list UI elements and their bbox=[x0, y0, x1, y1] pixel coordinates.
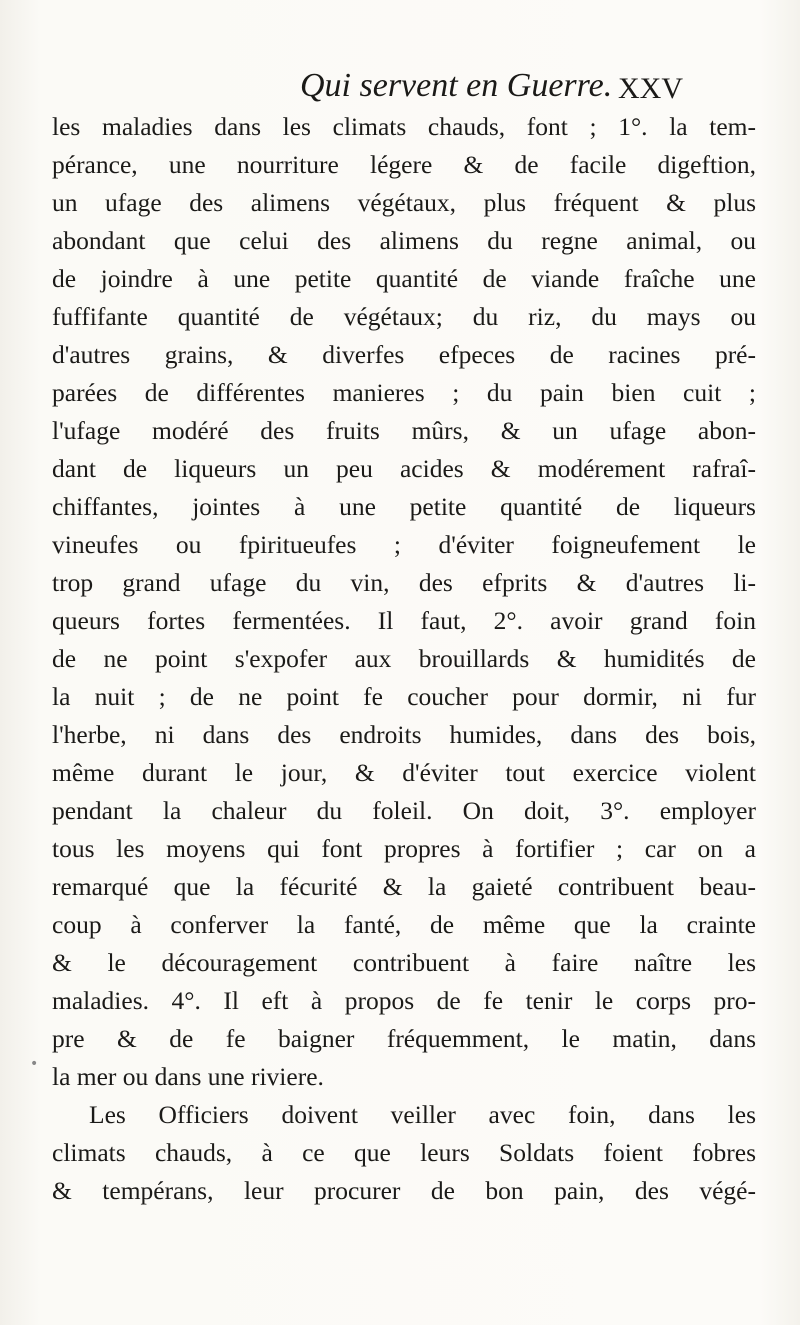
page-number: XXV bbox=[618, 72, 683, 105]
text-line: pérance, une nourriture légere & de facile digeftion, bbox=[52, 150, 756, 179]
text-line: de joindre à une petite quantité de viande fraîche une bbox=[52, 264, 756, 293]
text-line: chiffantes, jointes à une petite quantité de liqueurs bbox=[52, 492, 756, 521]
text-line: pendant la chaleur du foleil. On doit, 3°. employer bbox=[52, 796, 756, 825]
text-line: trop grand ufage du vin, des efprits & d'autres li- bbox=[52, 568, 756, 597]
page-header bbox=[300, 46, 720, 106]
text-line: climats chauds, à ce que leurs Soldats foient fobres bbox=[52, 1138, 756, 1167]
text-line: & tempérans, leur procurer de bon pain, des végé- bbox=[52, 1176, 756, 1205]
text-line: les maladies dans les climats chauds, font ; 1°. la tem- bbox=[52, 112, 756, 141]
text-line: un ufage des alimens végétaux, plus fréquent & plus bbox=[52, 188, 756, 217]
text-line: tous les moyens qui font propres à fortifier ; car on a bbox=[52, 834, 756, 863]
text-line: l'ufage modéré des fruits mûrs, & un ufage abon- bbox=[52, 416, 756, 445]
text-line: remarqué que la fécurité & la gaieté contribuent beau- bbox=[52, 872, 756, 901]
text-line: & le découragement contribuent à faire naître les bbox=[52, 948, 756, 977]
text-line: pre & de fe baigner fréquemment, le matin, dans bbox=[52, 1024, 756, 1053]
margin-dot-icon: • bbox=[30, 1056, 39, 1072]
text-line: fuffifante quantité de végétaux; du riz, du mays ou bbox=[52, 302, 756, 331]
text-line: d'autres grains, & diverfes efpeces de racines pré- bbox=[52, 340, 756, 369]
running-title: Qui servent en Guerre. bbox=[300, 67, 613, 104]
text-line: la nuit ; de ne point fe coucher pour dormir, ni fur bbox=[52, 682, 756, 711]
text-line: abondant que celui des alimens du regne animal, ou bbox=[52, 226, 756, 255]
text-line: de ne point s'expofer aux brouillards & humidités de bbox=[52, 644, 756, 673]
text-line: l'herbe, ni dans des endroits humides, dans des bois, bbox=[52, 720, 756, 749]
body-text bbox=[52, 108, 756, 1210]
text-line: Les Officiers doivent veiller avec foin, dans les bbox=[89, 1100, 756, 1129]
text-line: dant de liqueurs un peu acides & modérement rafraî- bbox=[52, 454, 756, 483]
text-line: maladies. 4°. Il eft à propos de fe tenir le corps pro- bbox=[52, 986, 756, 1015]
text-line: coup à conferver la fanté, de même que la crainte bbox=[52, 910, 756, 939]
text-line: parées de différentes manieres ; du pain bien cuit ; bbox=[52, 378, 756, 407]
text-line: la mer ou dans une riviere. bbox=[52, 1062, 324, 1091]
text-line: vineufes ou fpiritueufes ; d'éviter foigneufement le bbox=[52, 530, 756, 559]
text-line: même durant le jour, & d'éviter tout exercice violent bbox=[52, 758, 756, 787]
text-line: queurs fortes fermentées. Il faut, 2°. avoir grand foin bbox=[52, 606, 756, 635]
